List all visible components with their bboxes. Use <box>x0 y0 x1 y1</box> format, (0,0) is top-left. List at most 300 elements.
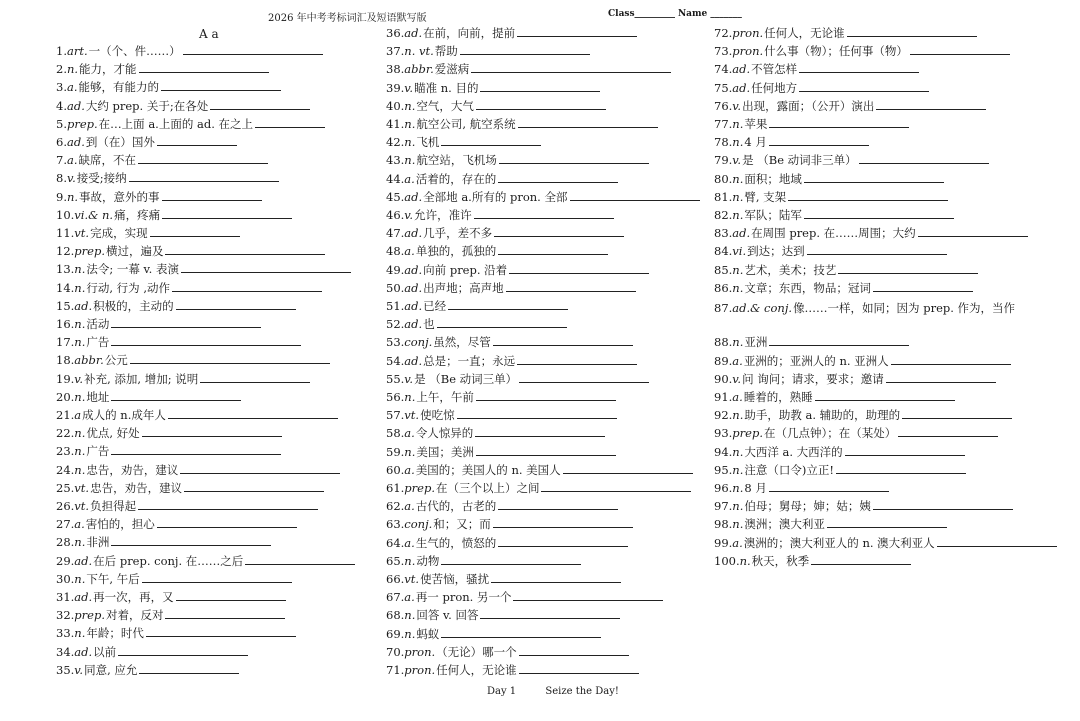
answer-blank[interactable] <box>937 536 1057 547</box>
item-number: 19. <box>56 371 75 386</box>
chinese-meaning: 能力，才能 <box>79 62 137 77</box>
answer-blank[interactable] <box>460 44 590 55</box>
vocab-item <box>714 335 909 351</box>
answer-blank[interactable] <box>491 572 621 583</box>
item-number: 92. <box>714 408 733 423</box>
vocab-item <box>386 335 633 351</box>
chinese-meaning: 空气，大气 <box>416 98 474 113</box>
answer-blank[interactable] <box>181 262 351 273</box>
answer-blank[interactable] <box>111 317 261 328</box>
item-number: 66. <box>386 572 405 586</box>
vocab-item <box>386 445 616 461</box>
item-number: 62. <box>386 499 405 514</box>
part-of-speech: ad. <box>66 135 85 149</box>
item-number: 69. <box>386 626 405 641</box>
part-of-speech: n. <box>66 62 79 77</box>
footer-day: Day 1 <box>487 686 517 697</box>
answer-blank[interactable] <box>480 81 600 92</box>
answer-blank[interactable] <box>845 445 965 456</box>
answer-blank[interactable] <box>437 317 567 328</box>
item-number: 13. <box>56 262 75 277</box>
item-number: 60. <box>386 462 405 477</box>
answer-blank[interactable] <box>836 463 966 474</box>
vocab-item <box>714 117 909 133</box>
vocab-item <box>56 190 262 206</box>
answer-blank[interactable] <box>441 135 541 146</box>
vocab-item <box>56 408 338 424</box>
item-number: 22. <box>56 426 75 441</box>
answer-blank[interactable] <box>184 481 324 492</box>
item-number: 1. <box>56 44 67 58</box>
item-number: 38. <box>386 62 405 77</box>
vocab-item <box>714 135 869 151</box>
vocab-item <box>714 481 889 497</box>
answer-blank[interactable] <box>111 444 281 455</box>
item-number: 21. <box>56 408 75 422</box>
chinese-meaning: 行动, 行为 ,动作 <box>86 280 170 295</box>
chinese-meaning: 在前，向前，提前 <box>423 26 516 40</box>
part-of-speech: v. <box>732 98 742 113</box>
chinese-meaning: 艺术，美术；技艺 <box>744 262 837 277</box>
answer-blank[interactable] <box>129 171 279 182</box>
part-of-speech: a. <box>732 353 743 368</box>
part-of-speech: ad. <box>404 189 423 204</box>
vocab-item <box>714 299 1034 317</box>
answer-blank[interactable] <box>769 335 909 346</box>
answer-blank[interactable] <box>799 81 929 92</box>
chinese-meaning: 帮助 <box>434 44 458 59</box>
answer-blank[interactable] <box>902 408 1012 419</box>
item-number: 57. <box>386 408 405 423</box>
item-number: 77. <box>714 117 733 131</box>
item-number: 20. <box>56 389 75 404</box>
chinese-meaning: 年龄；时代 <box>86 626 144 641</box>
part-of-speech: n. <box>74 389 86 404</box>
chinese-meaning: 也 <box>423 317 435 332</box>
chinese-meaning: 事故，意外的事 <box>79 189 160 204</box>
vocab-item <box>56 663 239 679</box>
answer-blank[interactable] <box>769 481 889 492</box>
chinese-meaning: 再一 pron. 另一个 <box>415 590 512 605</box>
part-of-speech: conj. <box>404 335 433 350</box>
answer-blank[interactable] <box>788 190 948 201</box>
item-number: 11. <box>56 226 75 240</box>
answer-blank[interactable] <box>838 263 978 274</box>
item-number: 76. <box>714 98 733 113</box>
part-of-speech: n. <box>74 462 86 477</box>
answer-blank[interactable] <box>475 426 605 437</box>
answer-blank[interactable] <box>918 226 1028 237</box>
answer-blank[interactable] <box>111 535 271 546</box>
answer-blank[interactable] <box>118 645 248 656</box>
answer-blank[interactable] <box>873 499 1013 510</box>
part-of-speech: vt. <box>404 572 420 586</box>
vocab-item <box>386 590 663 606</box>
answer-blank[interactable] <box>471 62 671 73</box>
chinese-meaning: 任何地方 <box>751 80 798 95</box>
answer-blank[interactable] <box>910 44 1010 55</box>
vocab-item <box>386 390 616 406</box>
item-number: 24. <box>56 462 75 477</box>
answer-blank[interactable] <box>476 390 616 401</box>
part-of-speech: ad. <box>66 98 85 113</box>
part-of-speech: a. <box>404 499 415 514</box>
answer-blank[interactable] <box>519 645 629 656</box>
item-number: 96. <box>714 481 733 495</box>
chinese-meaning: 任何人，无论谁 <box>436 663 517 677</box>
item-number: 51. <box>386 299 405 313</box>
item-number: 14. <box>56 280 75 295</box>
item-number: 31. <box>56 590 75 604</box>
vocab-item <box>386 153 649 169</box>
part-of-speech: a. <box>404 244 415 259</box>
answer-blank[interactable] <box>517 26 637 37</box>
chinese-meaning: 单独的，孤独的 <box>415 244 497 259</box>
part-of-speech: ad. <box>732 62 751 77</box>
answer-blank[interactable] <box>165 608 285 619</box>
class-name-fields <box>608 9 742 19</box>
chinese-meaning: 美国的；美国人的 n. 美国人 <box>415 462 561 477</box>
chinese-meaning: 使苦恼，骚扰 <box>420 572 490 586</box>
chinese-meaning: 对着，反对 <box>105 608 164 623</box>
vocab-item <box>714 208 954 224</box>
vocab-item <box>714 172 944 188</box>
item-number: 53. <box>386 335 405 350</box>
answer-blank[interactable] <box>448 299 568 310</box>
vocab-item <box>714 190 948 206</box>
item-number: 75. <box>714 80 733 95</box>
chinese-meaning: 动物 <box>416 553 440 568</box>
vocab-item <box>714 263 978 279</box>
chinese-meaning: 已经 <box>423 299 447 313</box>
vocab-item <box>56 335 301 351</box>
vocab-item <box>56 299 296 315</box>
answer-blank[interactable] <box>162 190 262 201</box>
answer-blank[interactable] <box>111 335 301 346</box>
answer-blank[interactable] <box>157 517 297 528</box>
answer-blank[interactable] <box>804 208 954 219</box>
part-of-speech: n. <box>732 208 744 222</box>
part-of-speech: n. <box>404 153 416 168</box>
answer-blank[interactable] <box>498 172 618 183</box>
chinese-meaning: 8 月 <box>744 481 767 495</box>
item-number: 43. <box>386 153 405 168</box>
answer-blank[interactable] <box>180 463 340 474</box>
chinese-meaning: 是 （Be 动词三单） <box>414 371 518 386</box>
answer-blank[interactable] <box>165 244 325 255</box>
vocab-item <box>714 81 929 97</box>
answer-blank[interactable] <box>138 499 318 510</box>
answer-blank[interactable] <box>807 244 947 255</box>
vocab-item <box>386 263 649 279</box>
part-of-speech: vt. <box>74 480 90 495</box>
vocab-item <box>56 608 285 624</box>
item-number: 85. <box>714 262 733 277</box>
part-of-speech: a. <box>732 390 743 404</box>
answer-blank[interactable] <box>176 590 286 601</box>
answer-blank[interactable] <box>519 372 649 383</box>
part-of-speech: n. <box>739 553 751 568</box>
item-number: 4. <box>56 98 67 113</box>
part-of-speech: a. <box>74 517 85 532</box>
vocab-item <box>386 426 605 442</box>
answer-blank[interactable] <box>898 426 998 437</box>
answer-blank[interactable] <box>769 135 869 146</box>
answer-blank[interactable] <box>563 463 693 474</box>
answer-blank[interactable] <box>804 172 944 183</box>
part-of-speech: n. <box>732 171 744 186</box>
part-of-speech: a. <box>404 426 415 441</box>
footer <box>487 686 619 697</box>
answer-blank[interactable] <box>827 517 947 528</box>
vocab-item <box>56 44 323 60</box>
chinese-meaning: 大西洋 a. 大西洋的 <box>744 444 843 459</box>
answer-blank[interactable] <box>146 626 296 637</box>
chinese-meaning: 活动 <box>86 317 110 331</box>
answer-blank[interactable] <box>570 190 700 201</box>
chinese-meaning: 军队；陆军 <box>744 208 802 222</box>
answer-blank[interactable] <box>168 408 338 419</box>
answer-blank[interactable] <box>139 62 269 73</box>
section-label: A a <box>199 27 219 41</box>
item-number: 64. <box>386 535 405 550</box>
vocab-item <box>714 372 996 388</box>
chinese-meaning: 公元 <box>104 353 128 368</box>
answer-blank[interactable] <box>519 663 639 674</box>
part-of-speech: ad. <box>732 80 751 95</box>
part-of-speech: v. <box>732 371 742 386</box>
item-number: 33. <box>56 626 75 641</box>
answer-blank[interactable] <box>161 80 281 91</box>
chinese-meaning: 到（在）国外 <box>85 135 155 149</box>
chinese-meaning: 广告 <box>86 335 110 350</box>
chinese-meaning: 法令; 一幕 v. 表演 <box>86 262 179 277</box>
vocab-item <box>386 463 693 479</box>
part-of-speech: v. <box>74 371 84 386</box>
part-of-speech: ad.& conj. <box>732 301 793 315</box>
answer-blank[interactable] <box>476 445 616 456</box>
answer-blank[interactable] <box>498 536 628 547</box>
answer-blank[interactable] <box>162 208 292 219</box>
answer-blank[interactable] <box>847 26 977 37</box>
answer-blank[interactable] <box>876 99 986 110</box>
answer-blank[interactable] <box>517 354 637 365</box>
answer-blank[interactable] <box>769 117 909 128</box>
vocab-item <box>386 117 658 133</box>
part-of-speech: n. <box>732 499 744 514</box>
answer-blank[interactable] <box>506 281 636 292</box>
item-number: 72. <box>714 26 733 40</box>
chinese-meaning: 美国；美洲 <box>416 444 474 459</box>
item-number: 16. <box>56 317 75 331</box>
item-number: 80. <box>714 171 733 186</box>
chinese-meaning: 地址 <box>86 389 110 404</box>
part-of-speech: n. <box>732 481 744 495</box>
item-number: 47. <box>386 226 405 241</box>
part-of-speech: n. <box>74 262 86 277</box>
vocab-item <box>714 517 947 533</box>
vocab-item <box>386 572 621 588</box>
chinese-meaning: 广告 <box>86 444 110 459</box>
chinese-meaning: 到达；达到 <box>747 244 805 259</box>
part-of-speech: pron. <box>404 663 436 677</box>
item-number: 32. <box>56 608 75 623</box>
vocab-item <box>56 317 261 333</box>
vocab-item <box>386 663 639 679</box>
item-number: 9. <box>56 189 67 204</box>
answer-blank[interactable] <box>111 390 241 401</box>
answer-blank[interactable] <box>493 517 633 528</box>
part-of-speech: n. <box>74 626 86 641</box>
answer-blank[interactable] <box>176 299 296 310</box>
part-of-speech: a. <box>404 590 415 605</box>
item-number: 81. <box>714 189 733 204</box>
chinese-meaning: 澳洲；澳大利亚 <box>744 517 825 532</box>
answer-blank[interactable] <box>513 590 663 601</box>
answer-blank[interactable] <box>518 117 658 128</box>
item-number: 3. <box>56 80 67 95</box>
answer-blank[interactable] <box>859 153 989 164</box>
part-of-speech: conj. <box>404 517 433 532</box>
part-of-speech: vt. <box>74 499 90 513</box>
vocab-item <box>714 153 989 169</box>
chinese-meaning: 大约 prep. 关于;在各处 <box>85 98 209 113</box>
vocab-item <box>56 99 310 115</box>
answer-blank[interactable] <box>172 281 322 292</box>
part-of-speech: prep. <box>732 426 763 441</box>
vocab-item <box>56 444 281 460</box>
part-of-speech: v. <box>74 662 84 677</box>
part-of-speech: pron. <box>732 26 764 40</box>
answer-blank[interactable] <box>815 390 955 401</box>
item-number: 97. <box>714 499 733 514</box>
part-of-speech: v. <box>404 208 414 222</box>
name-label[interactable]: Name _______ <box>677 9 742 19</box>
part-of-speech: n. <box>732 444 744 459</box>
part-of-speech: ad. <box>732 226 751 241</box>
item-number: 41. <box>386 117 405 131</box>
answer-blank[interactable] <box>130 353 330 364</box>
part-of-speech: n. <box>732 135 744 150</box>
vocab-item <box>386 244 608 260</box>
part-of-speech: n. <box>732 335 744 350</box>
vocab-item <box>714 99 986 115</box>
chinese-meaning: 注意（口令)立正! <box>744 462 834 477</box>
answer-blank[interactable] <box>138 153 268 164</box>
answer-blank[interactable] <box>457 408 617 419</box>
answer-blank[interactable] <box>494 226 624 237</box>
chinese-meaning: 生气的，愤怒的 <box>415 535 497 550</box>
item-number: 49. <box>386 262 405 277</box>
vocab-item <box>386 317 567 333</box>
vocab-item <box>714 26 977 42</box>
answer-blank[interactable] <box>255 117 325 128</box>
answer-blank[interactable] <box>499 153 649 164</box>
vocab-item <box>56 117 325 133</box>
chinese-meaning: 像……一样，如同；因为 prep. 作为，当作 <box>793 301 1016 315</box>
vocab-item <box>386 517 633 533</box>
answer-blank[interactable] <box>157 135 237 146</box>
vocab-item <box>386 536 628 552</box>
part-of-speech: n. <box>732 517 744 532</box>
answer-blank[interactable] <box>441 627 601 638</box>
vocab-item <box>56 153 268 169</box>
part-of-speech: n. vt. <box>404 44 434 59</box>
part-of-speech: a. <box>66 80 78 95</box>
worksheet-title: 2026 年中考考标词汇及短语默写版 <box>268 13 427 24</box>
answer-blank[interactable] <box>139 663 239 674</box>
item-number: 44. <box>386 171 405 186</box>
vocab-item <box>56 590 286 606</box>
part-of-speech: a. <box>732 535 743 550</box>
answer-blank[interactable] <box>474 208 614 219</box>
answer-blank[interactable] <box>210 99 310 110</box>
answer-blank[interactable] <box>142 572 292 583</box>
answer-blank[interactable] <box>142 426 282 437</box>
item-number: 30. <box>56 571 75 586</box>
item-number: 52. <box>386 317 405 332</box>
answer-blank[interactable] <box>476 99 606 110</box>
chinese-meaning: 和；又；而 <box>433 517 491 532</box>
item-number: 12. <box>56 244 75 259</box>
vocab-item <box>56 372 310 388</box>
answer-blank[interactable] <box>891 354 1011 365</box>
part-of-speech: v. <box>404 80 414 95</box>
chinese-meaning: 4 月 <box>744 135 767 150</box>
answer-blank[interactable] <box>498 499 618 510</box>
item-number: 37. <box>386 44 405 59</box>
vocab-item <box>714 463 966 479</box>
part-of-speech: n. <box>404 390 416 404</box>
item-number: 70. <box>386 644 405 659</box>
vocab-item <box>386 608 620 624</box>
chinese-meaning: 完成，实现 <box>90 226 148 240</box>
answer-blank[interactable] <box>886 372 996 383</box>
answer-blank[interactable] <box>493 335 633 346</box>
vocab-item <box>56 554 355 570</box>
answer-blank[interactable] <box>200 372 310 383</box>
item-number: 7. <box>56 153 67 168</box>
answer-blank[interactable] <box>498 244 608 255</box>
answer-blank[interactable] <box>811 554 911 565</box>
answer-blank[interactable] <box>799 62 919 73</box>
chinese-meaning: 成人的 n.成年人 <box>82 408 166 422</box>
part-of-speech: v. <box>404 371 414 386</box>
item-number: 84. <box>714 244 733 259</box>
chinese-meaning: 苹果 <box>744 117 768 131</box>
answer-blank[interactable] <box>150 226 240 237</box>
class-label[interactable]: Class_________ <box>608 9 676 19</box>
chinese-meaning: 亚洲 <box>744 335 768 350</box>
part-of-speech: ad. <box>74 298 93 313</box>
item-number: 40. <box>386 98 405 113</box>
item-number: 15. <box>56 298 75 313</box>
part-of-speech: n. <box>74 535 86 550</box>
vocab-item <box>714 408 1012 424</box>
answer-blank[interactable] <box>541 481 691 492</box>
answer-blank[interactable] <box>183 44 323 55</box>
vocab-item <box>386 645 629 661</box>
item-number: 79. <box>714 153 733 168</box>
part-of-speech: prep. <box>74 244 105 259</box>
item-number: 36. <box>386 26 405 40</box>
vocab-item <box>56 517 297 533</box>
answer-blank[interactable] <box>441 554 581 565</box>
answer-blank[interactable] <box>245 554 355 565</box>
answer-blank[interactable] <box>873 281 973 292</box>
answer-blank[interactable] <box>480 608 620 619</box>
answer-blank[interactable] <box>509 263 649 274</box>
